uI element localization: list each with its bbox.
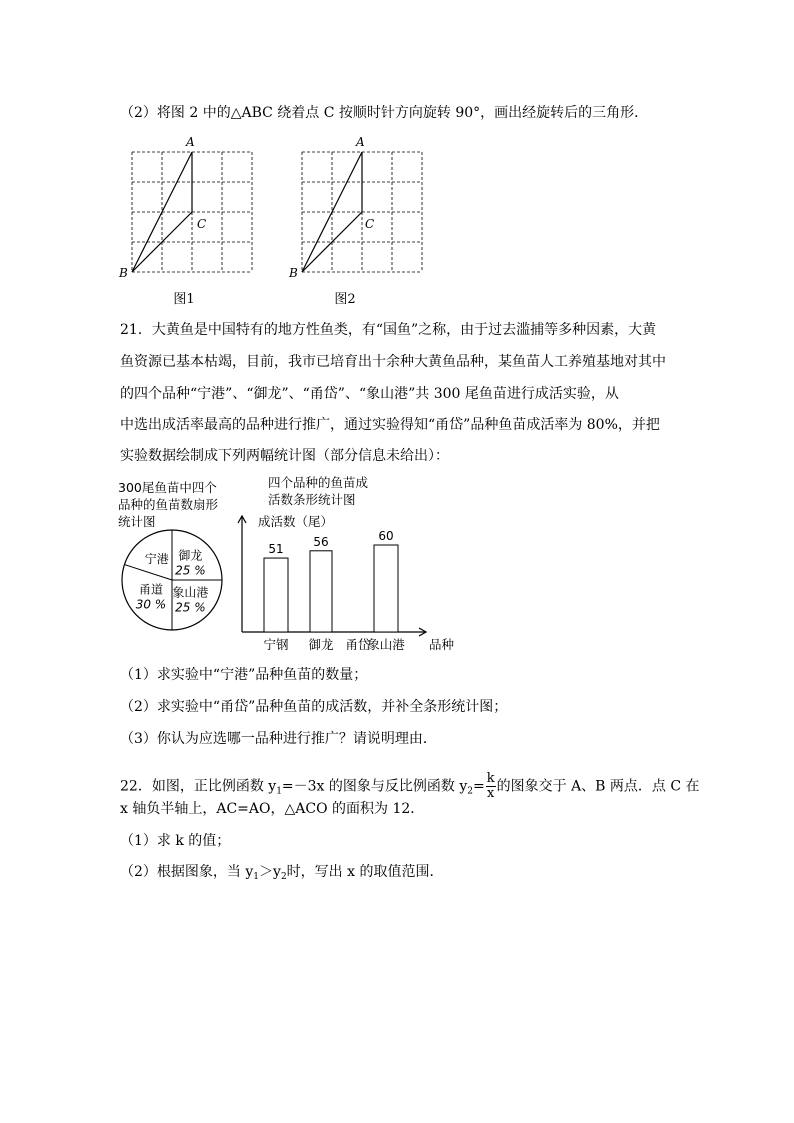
pie-slice-label: 甬道 xyxy=(138,582,163,597)
bar-title-line: 活数条形统计图 xyxy=(268,492,356,507)
pie-title-line: 统计图 xyxy=(118,514,156,529)
fraction-k-over-x xyxy=(486,772,496,801)
q22-line-1 xyxy=(120,772,700,802)
fig1-label-c: C xyxy=(197,217,207,231)
bar xyxy=(264,558,288,632)
q22-text: 的图象交于 A、B 两点．点 C 在 xyxy=(496,778,700,795)
q22-part-1: （1）求 k 的值； xyxy=(120,833,231,849)
pie-slice-percent: 25 % xyxy=(175,600,206,615)
grid-figures xyxy=(118,132,428,307)
pie-slice-label: 御龙 xyxy=(178,548,203,563)
fig2-label-c: C xyxy=(365,217,375,231)
bar-chart xyxy=(228,508,468,656)
fig2-caption: 图2 xyxy=(334,292,356,307)
pie-slice-percent: 25 % xyxy=(175,563,206,578)
q22-text: 22．如图，正比例函数 y xyxy=(120,778,277,795)
q22-text: ＞y xyxy=(259,864,281,880)
q20-part2: （2）将图 2 中的△ABC 绕着点 C 按顺时针方向旋转 90°，画出经旋转后的三角形． xyxy=(120,105,649,121)
fig2-label-a: A xyxy=(356,135,365,149)
pie-slice-percent: 30 % xyxy=(135,597,167,612)
q22-text: = xyxy=(473,778,485,795)
pie-title-line: 品种的鱼苗数扇形 xyxy=(118,497,219,512)
x-tick-label: 甬岱 xyxy=(345,637,371,652)
bar xyxy=(374,545,398,632)
bar-chart-title xyxy=(268,474,368,508)
fig1-label-b: B xyxy=(119,266,128,280)
fraction-denominator: x xyxy=(487,786,495,801)
pie-chart xyxy=(118,526,228,636)
q21-line-3: 的四个品种“宁港”、“御龙”、“甬岱”、“象山港”共 300 尾鱼苗进行成活实验，从 xyxy=(120,386,619,402)
q21-part-1: （1）求实验中“宁港”品种鱼苗的数量； xyxy=(120,667,368,683)
q21-line-1: 21．大黄鱼是中国特有的地方性鱼类，有“国鱼”之称，由于过去滥捕等多种因素，大黄 xyxy=(120,322,657,338)
x-tick-label: 象山港 xyxy=(367,637,405,652)
q22-part-2 xyxy=(120,862,443,887)
bar-value-label: 56 xyxy=(313,534,329,549)
bar xyxy=(310,551,332,632)
bar-title-line: 四个品种的鱼苗成 xyxy=(268,475,369,490)
pie-chart-title xyxy=(118,479,218,530)
q21-line-5: 实验数据绘制成下列两幅统计图（部分信息未给出）： xyxy=(120,448,449,464)
fig1-label-a: A xyxy=(186,135,195,149)
pie-slice-label: 宁港 xyxy=(144,551,169,566)
x-axis-label: 品种 xyxy=(429,637,455,652)
subscript: 1 xyxy=(276,786,282,797)
q21-line-4: 中选出成活率最高的品种进行推广，通过实验得知“甬岱”品种鱼苗成活率为 80%，并把 xyxy=(120,417,660,433)
fig1-caption: 图1 xyxy=(173,292,195,307)
q22-text: 时，写出 x 的取值范围． xyxy=(286,864,444,880)
pie-slice-divider xyxy=(124,565,172,580)
subscript: 1 xyxy=(253,872,260,882)
subscript: 2 xyxy=(280,872,287,882)
pie-slice-label: 象山港 xyxy=(172,585,209,600)
q22-text: （2）根据图象，当 y xyxy=(120,864,254,880)
bar-value-label: 60 xyxy=(378,529,394,543)
q22-line-2: x 轴负半轴上，AC=AO，△ACO 的面积为 12． xyxy=(120,801,425,817)
x-tick-label: 御龙 xyxy=(308,637,334,652)
fraction-numerator: k xyxy=(486,771,495,786)
q21-line-2: 鱼资源已基本枯竭，目前，我市已培育出十余种大黄鱼品种，某鱼苗人工养殖基地对其中 xyxy=(120,354,666,370)
subscript: 2 xyxy=(467,786,473,797)
q21-part-2: （2）求实验中“甬岱”品种鱼苗的成活数，并补全条形统计图； xyxy=(120,699,508,715)
x-tick-label: 宁钢 xyxy=(263,637,289,652)
bar-value-label: 51 xyxy=(268,542,284,557)
y-axis-label: 成活数（尾） xyxy=(258,514,334,529)
q21-part-3: （3）你认为应选哪一品种进行推广？请说明理由． xyxy=(120,731,437,747)
fig2-label-b: B xyxy=(289,266,298,280)
pie-title-line: 300尾鱼苗中四个 xyxy=(118,480,217,495)
q22-text: =－3x 的图象与反比例函数 y xyxy=(281,778,468,795)
